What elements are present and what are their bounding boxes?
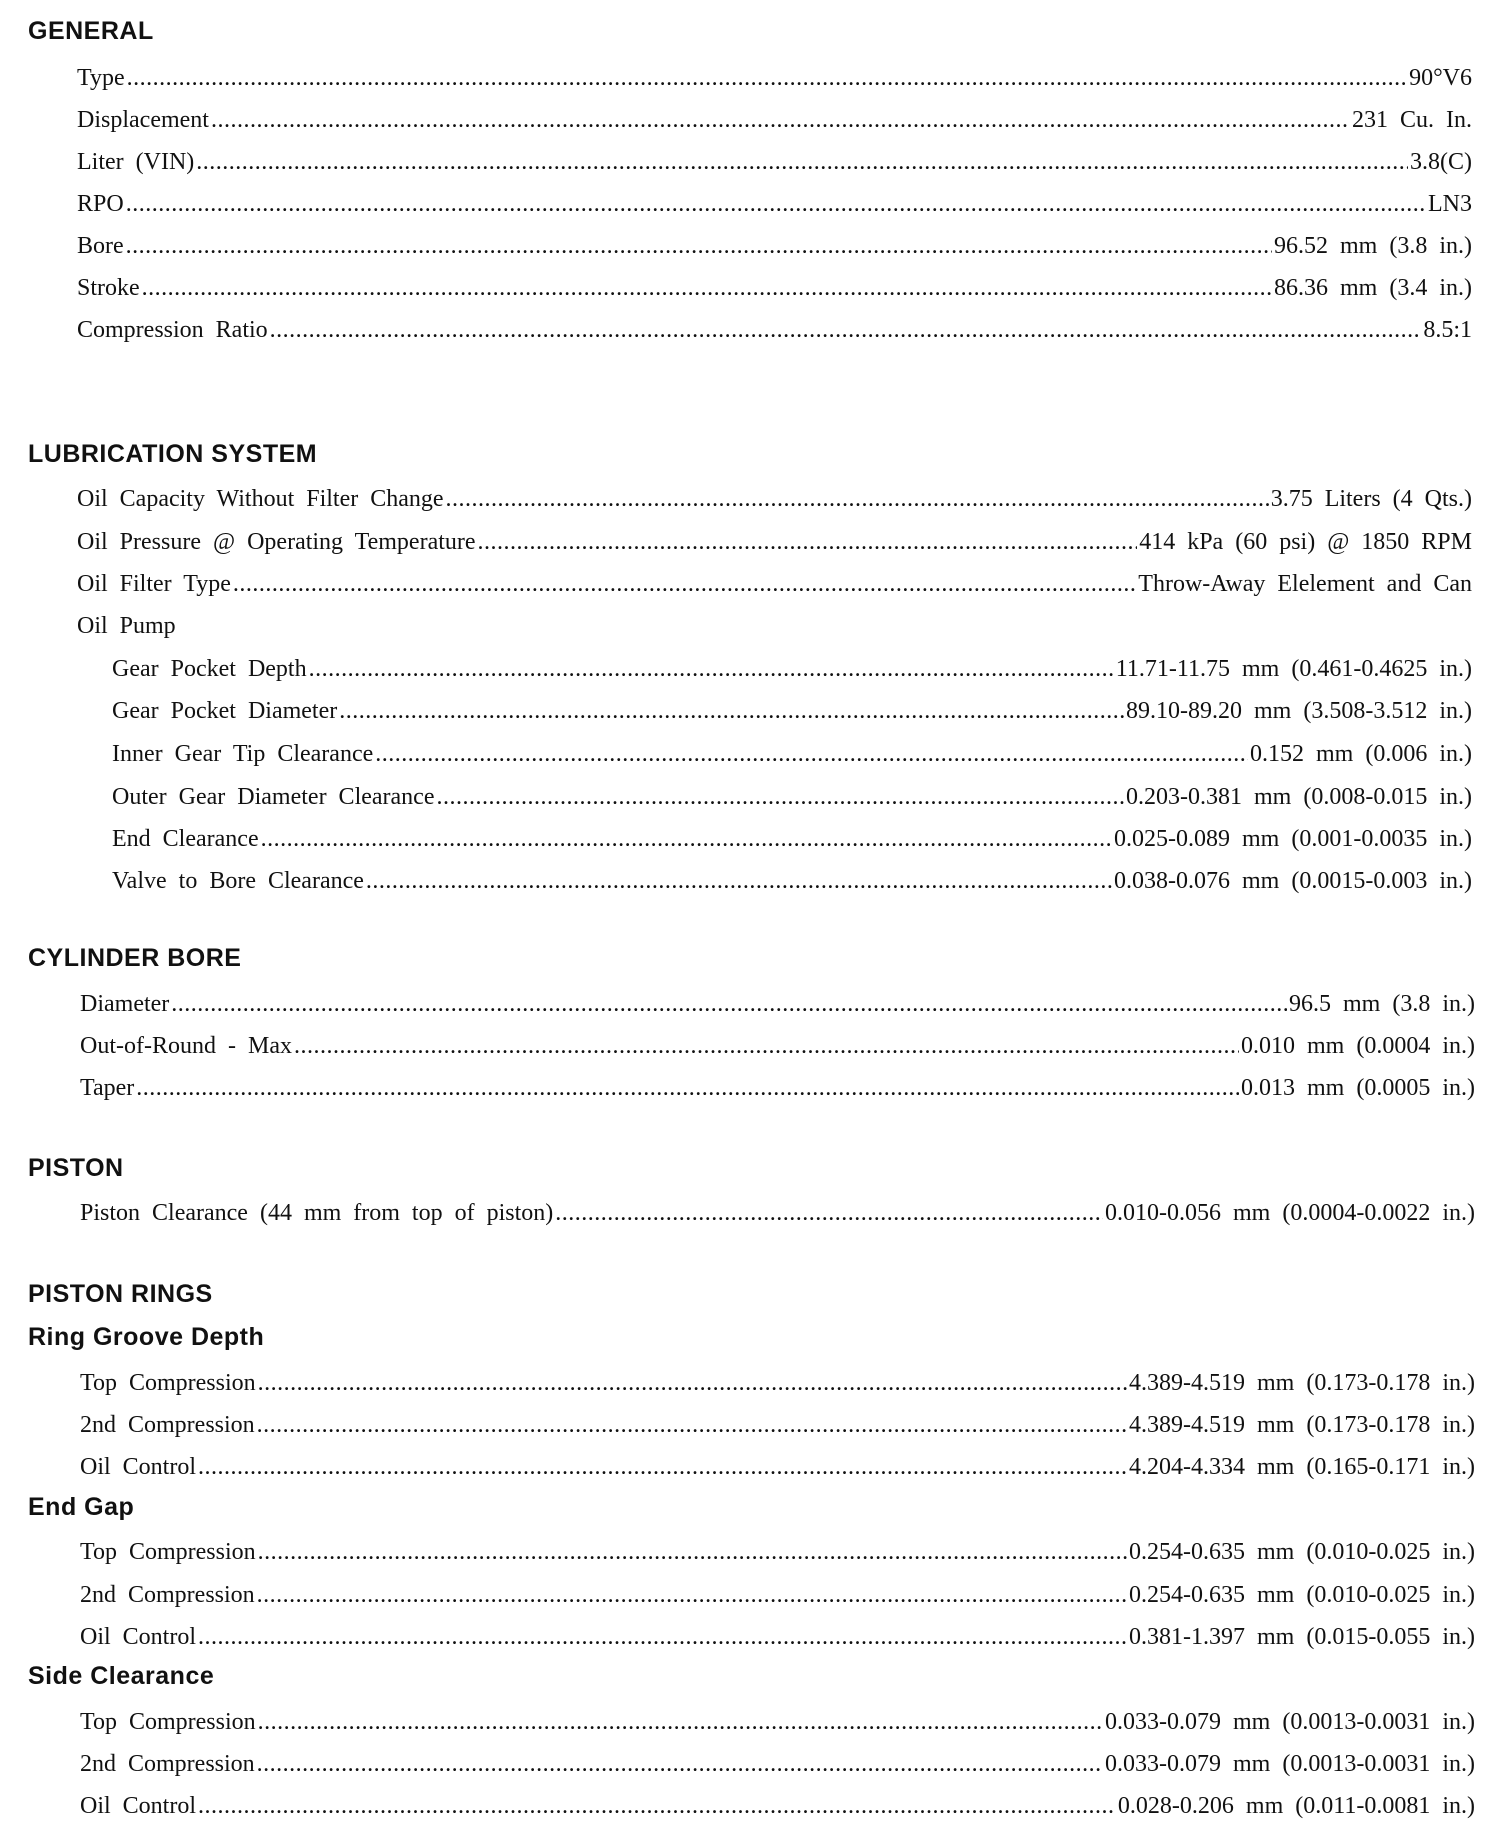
spec-row-side-top-compression [80,1707,1475,1737]
spec-label: 2nd Compression [80,1751,255,1777]
dot-leader [478,527,1138,557]
spec-label: Liter (VIN) [77,149,195,175]
spec-label: Top Compression [80,1370,256,1396]
spec-label: Type [77,65,125,91]
spec-value: 0.013 mm (0.0005 in.) [1241,1075,1475,1101]
spec-value: 96.52 mm (3.8 in.) [1274,233,1472,259]
spec-row-gap-top-compression [80,1537,1475,1567]
spec-row-rpo [77,189,1472,219]
dot-leader [257,1580,1127,1610]
spec-row-groove-top-compression [80,1368,1475,1398]
spec-row-stroke [77,273,1472,303]
spec-row-gear-pocket-depth [112,654,1472,684]
spec-label: Outer Gear Diameter Clearance [112,784,435,810]
spec-label: Top Compression [80,1539,256,1565]
spec-label: Taper [80,1075,135,1101]
spec-label: Out-of-Round - Max [80,1033,292,1059]
subsection-end-gap: End Gap [28,1493,135,1521]
spec-value: Throw-Away Elelement and Can [1138,571,1472,597]
dot-leader [309,654,1114,684]
spec-value: 0.033-0.079 mm (0.0013-0.0031 in.) [1105,1709,1475,1735]
spec-value: 414 kPa (60 psi) @ 1850 RPM [1139,529,1472,555]
section-title-piston-rings: PISTON RINGS [28,1280,213,1308]
dot-leader [198,1791,1116,1821]
dot-leader [437,782,1125,812]
spec-value: 3.75 Liters (4 Qts.) [1270,486,1472,512]
spec-value: 0.033-0.079 mm (0.0013-0.0031 in.) [1105,1751,1475,1777]
spec-label: RPO [77,191,124,217]
dot-leader [446,484,1269,514]
spec-row-valve-to-bore [112,866,1472,896]
dot-leader [171,989,1287,1019]
spec-value: 3.8(C) [1410,149,1472,175]
spec-value: 0.254-0.635 mm (0.010-0.025 in.) [1129,1582,1475,1608]
spec-value: 0.025-0.089 mm (0.001-0.0035 in.) [1114,826,1472,852]
spec-label: Inner Gear Tip Clearance [112,741,374,767]
spec-label: Displacement [77,107,209,133]
spec-row-groove-oil-control [80,1452,1475,1482]
spec-label: 2nd Compression [80,1582,255,1608]
spec-row-piston-clearance [80,1198,1475,1228]
dot-leader [339,696,1124,726]
subsection-side-clearance: Side Clearance [28,1662,215,1690]
dot-leader [366,866,1112,896]
subsection-ring-groove-depth: Ring Groove Depth [28,1323,265,1351]
spec-value: 0.010-0.056 mm (0.0004-0.0022 in.) [1105,1200,1475,1226]
dot-leader [375,739,1248,769]
dot-leader [258,1537,1127,1567]
spec-row-type [77,63,1472,93]
dot-leader [270,315,1422,345]
spec-label: Oil Pressure @ Operating Temperature [77,529,476,555]
spec-label: Piston Clearance (44 mm from top of piston) [80,1200,554,1226]
spec-label: 2nd Compression [80,1412,255,1438]
spec-value: 0.254-0.635 mm (0.010-0.025 in.) [1129,1539,1475,1565]
section-title-piston: PISTON [28,1154,124,1182]
spec-label: Diameter [80,991,170,1017]
spec-label: End Clearance [112,826,259,852]
spec-value: 0.381-1.397 mm (0.015-0.055 in.) [1129,1624,1475,1650]
dot-leader [198,1452,1127,1482]
spec-value: 231 Cu. In. [1352,107,1472,133]
dot-leader [261,824,1112,854]
spec-label: Oil Control [80,1454,197,1480]
spec-row-taper [80,1073,1475,1103]
subgroup-oil-pump [77,611,677,641]
spec-value: 4.389-4.519 mm (0.173-0.178 in.) [1129,1412,1475,1438]
section-title-lubrication: LUBRICATION SYSTEM [28,440,318,468]
spec-label: Top Compression [80,1709,256,1735]
dot-leader [294,1031,1239,1061]
spec-value: 0.152 mm (0.006 in.) [1250,741,1472,767]
spec-value: 86.36 mm (3.4 in.) [1274,275,1472,301]
spec-row-diameter [80,989,1475,1019]
spec-row-inner-gear-tip [112,739,1472,769]
spec-label: Compression Ratio [77,317,268,343]
dot-leader [257,1749,1103,1779]
spec-value: 0.010 mm (0.0004 in.) [1241,1033,1475,1059]
spec-label: Oil Control [80,1793,197,1819]
spec-label: Oil Capacity Without Filter Change [77,486,444,512]
spec-label: Oil Filter Type [77,571,231,597]
spec-row-gap-oil-control [80,1622,1475,1652]
spec-row-displacement [77,105,1472,135]
spec-row-out-of-round [80,1031,1475,1061]
spec-row-oil-filter-type [77,569,1472,599]
dot-leader [211,105,1350,135]
spec-value: 0.028-0.206 mm (0.011-0.0081 in.) [1117,1793,1475,1819]
spec-value: LN3 [1428,191,1472,217]
spec-row-end-clearance [112,824,1472,854]
spec-value: 90°V6 [1409,65,1472,91]
spec-row-liter-vin [77,147,1472,177]
dot-leader [136,1073,1239,1103]
dot-leader [555,1198,1103,1228]
dot-leader [126,189,1426,219]
spec-value: 4.204-4.334 mm (0.165-0.171 in.) [1129,1454,1475,1480]
spec-row-side-oil-control [80,1791,1475,1821]
dot-leader [126,231,1272,261]
dot-leader [258,1707,1103,1737]
spec-label: Gear Pocket Diameter [112,698,338,724]
dot-leader [258,1368,1127,1398]
spec-value: 96.5 mm (3.8 in.) [1289,991,1475,1017]
spec-value: 8.5:1 [1423,317,1472,343]
spec-row-compression-ratio [77,315,1472,345]
spec-label: Bore [77,233,124,259]
dot-leader [196,147,1408,177]
spec-row-gear-pocket-diameter [112,696,1472,726]
dot-leader [142,273,1272,303]
spec-label: Oil Control [80,1624,197,1650]
spec-row-oil-capacity [77,484,1472,514]
spec-row-outer-gear-diameter [112,782,1472,812]
spec-value: 11.71-11.75 mm (0.461-0.4625 in.) [1115,656,1472,682]
spec-row-oil-pressure [77,527,1472,557]
section-title-general: GENERAL [28,17,154,45]
spec-label: Stroke [77,275,140,301]
spec-value: 89.10-89.20 mm (3.508-3.512 in.) [1126,698,1472,724]
dot-leader [257,1410,1127,1440]
dot-leader [127,63,1407,93]
spec-label: Gear Pocket Depth [112,656,307,682]
spec-row-gap-2nd-compression [80,1580,1475,1610]
dot-leader [198,1622,1127,1652]
spec-row-side-2nd-compression [80,1749,1475,1779]
spec-label: Valve to Bore Clearance [112,868,364,894]
spec-row-bore [77,231,1472,261]
section-title-cylinder-bore: CYLINDER BORE [28,944,242,972]
dot-leader [233,569,1136,599]
spec-value: 0.038-0.076 mm (0.0015-0.003 in.) [1114,868,1472,894]
spec-row-groove-2nd-compression [80,1410,1475,1440]
spec-value: 4.389-4.519 mm (0.173-0.178 in.) [1129,1370,1475,1396]
subgroup-label: Oil Pump [77,613,176,639]
spec-value: 0.203-0.381 mm (0.008-0.015 in.) [1126,784,1472,810]
